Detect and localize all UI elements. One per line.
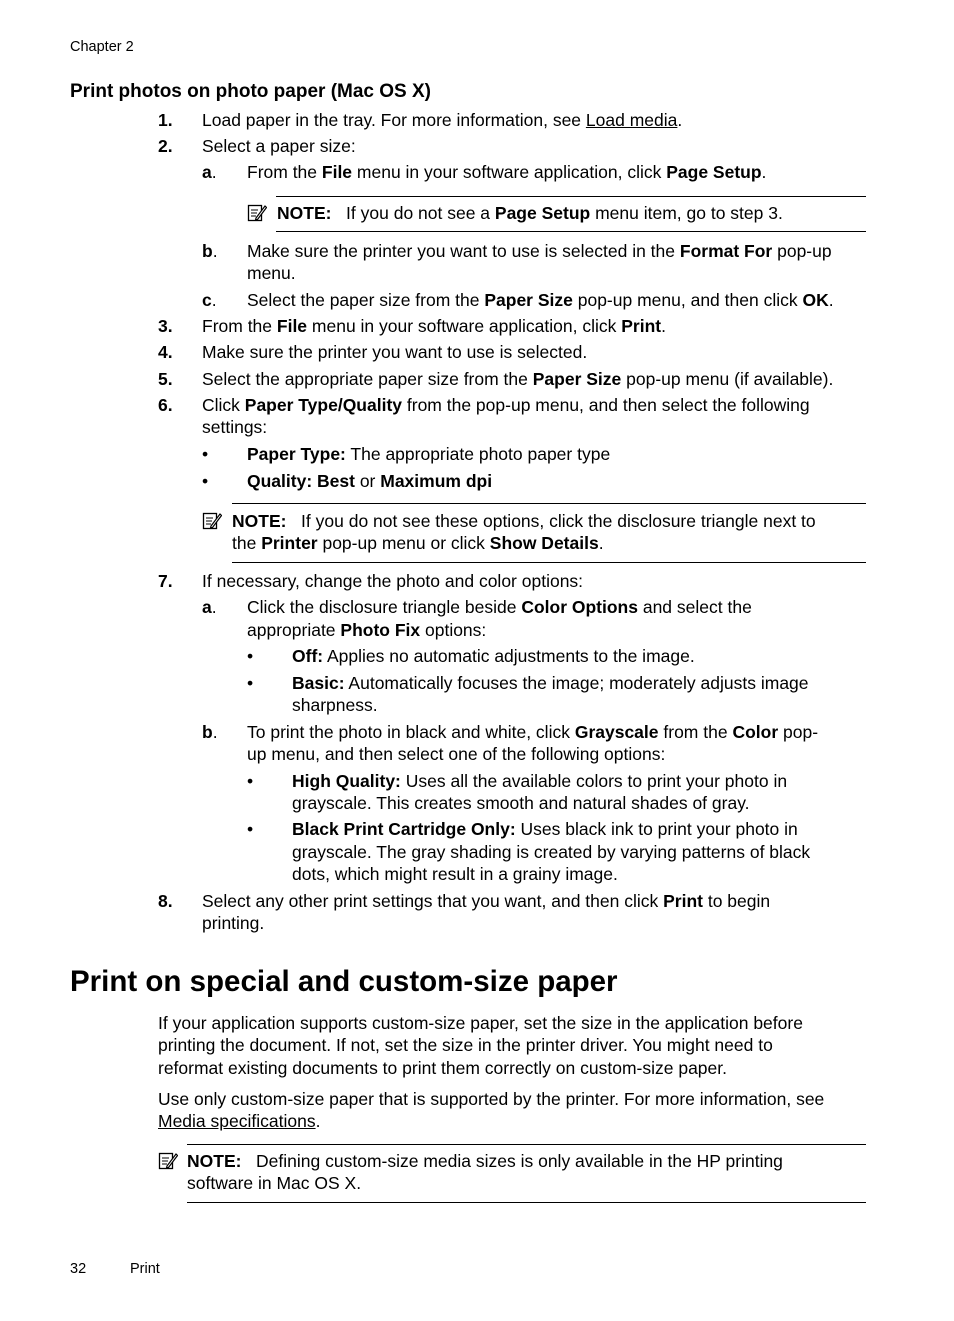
substep-7b-text: To print the photo in black and white, click Grayscale from the Color pop- [247,722,819,742]
step-number: 8. [158,891,173,911]
bullet: • [202,444,209,464]
note-bottom-rule [276,231,866,232]
bullet-basic: Basic: Automatically focuses the image; moderately adjusts image [292,673,809,693]
paragraph-line: Use only custom-size paper that is supported by the printer. For more information, see [158,1089,825,1109]
note-bottom-rule [232,562,866,563]
step-number: 2. [158,136,173,156]
step-4-text: Make sure the printer you want to use is selected. [202,342,588,362]
step-number: 4. [158,342,173,362]
substep-label: b. [202,722,218,742]
paragraph-line: If your application supports custom-size paper, set the size in the application before [158,1013,803,1033]
bullet-black-cartridge: Black Print Cartridge Only: Uses black ink to print your photo in [292,819,798,839]
bullet: • [247,646,254,666]
bullet-high-quality-line2: grayscale. This creates smooth and natural shades of gray. [292,793,750,813]
step-2-text: Select a paper size: [202,136,356,156]
note-bottom-rule [187,1202,866,1203]
substep-7b-text-line2: up menu, and then select one of the following options: [247,744,666,764]
step-5-text: Select the appropriate paper size from the Paper Size pop-up menu (if available). [202,369,834,389]
paragraph-line: reformat existing documents to print them correctly on custom-size paper. [158,1058,727,1078]
step-8-text-line2: printing. [202,913,265,933]
bullet-off: Off: Applies no automatic adjustments to the image. [292,646,695,666]
bullet: • [247,673,254,693]
note-pencil-icon [202,511,222,531]
bullet: • [247,771,254,791]
step-number: 5. [158,369,173,389]
substep-2b-text-line2: menu. [247,263,296,283]
step-6-text: Click Paper Type/Quality from the pop-up menu, and then select the following [202,395,810,415]
bullet-black-cartridge-line3: dots, which might result in a grainy image. [292,864,618,884]
bullet-paper-type: Paper Type: The appropriate photo paper type [247,444,611,464]
note-pencil-icon [247,203,267,223]
substep-label: c. [202,290,217,310]
substep-label: a. [202,597,217,617]
bullet-basic-line2: sharpness. [292,695,378,715]
media-specifications-link[interactable]: Media specifications [158,1111,316,1131]
step-8-text: Select any other print settings that you want, and then click Print to begin [202,891,771,911]
footer-section: Print [130,1261,160,1277]
bullet: • [247,819,254,839]
page-number: 32 [70,1261,87,1277]
note-custom-size-line2: software in Mac OS X. [187,1173,362,1193]
load-media-link[interactable]: Load media [585,110,678,130]
step-number: 7. [158,571,173,591]
bullet-quality: Quality: Best or Maximum dpi [247,471,493,491]
step-7-text: If necessary, change the photo and color options: [202,571,584,591]
note-disclosure-options-line2: the Printer pop-up menu or click Show Details. [232,533,604,553]
note-top-rule [276,196,866,197]
chapter-label: Chapter 2 [70,39,134,55]
bullet-black-cartridge-line2: grayscale. The gray shading is created by varying patterns of black [292,842,811,862]
step-6-text-line2: settings: [202,417,268,437]
section-heading-custom-size: Print on special and custom-size paper [70,965,618,998]
note-pencil-icon [158,1151,178,1171]
bullet: • [202,471,209,491]
note-top-rule [187,1144,866,1145]
step-3-text: From the File menu in your software application, click Print. [202,316,666,336]
substep-label: a. [202,162,217,182]
note-disclosure-options: NOTE: If you do not see these options, click the disclosure triangle next to [232,511,816,531]
step-number: 3. [158,316,173,336]
paragraph-line: Media specifications. [158,1111,321,1131]
step-1-text: Load paper in the tray. For more information, see Load media. [202,110,683,130]
section-heading-photos: Print photos on photo paper (Mac OS X) [70,81,431,102]
bullet-high-quality: High Quality: Uses all the available colors to print your photo in [292,771,788,791]
paragraph-line: printing the document. If not, set the size in the printer driver. You might need to [158,1035,773,1055]
note-custom-size: NOTE: Defining custom-size media sizes is only available in the HP printing [187,1151,783,1171]
step-number: 1. [158,110,173,130]
substep-2b-text: Make sure the printer you want to use is selected in the Format For pop-up [247,241,832,261]
substep-2a-text: From the File menu in your software application, click Page Setup. [247,162,767,182]
step-number: 6. [158,395,173,415]
substep-2c-text: Select the paper size from the Paper Size pop-up menu, and then click OK. [247,290,834,310]
substep-7a-text-line2: appropriate Photo Fix options: [247,620,487,640]
substep-7a-text: Click the disclosure triangle beside Color Options and select the [247,597,752,617]
substep-label: b. [202,241,218,261]
note-top-rule [232,503,866,504]
note-page-setup: NOTE: If you do not see a Page Setup menu item, go to step 3. [277,203,783,223]
